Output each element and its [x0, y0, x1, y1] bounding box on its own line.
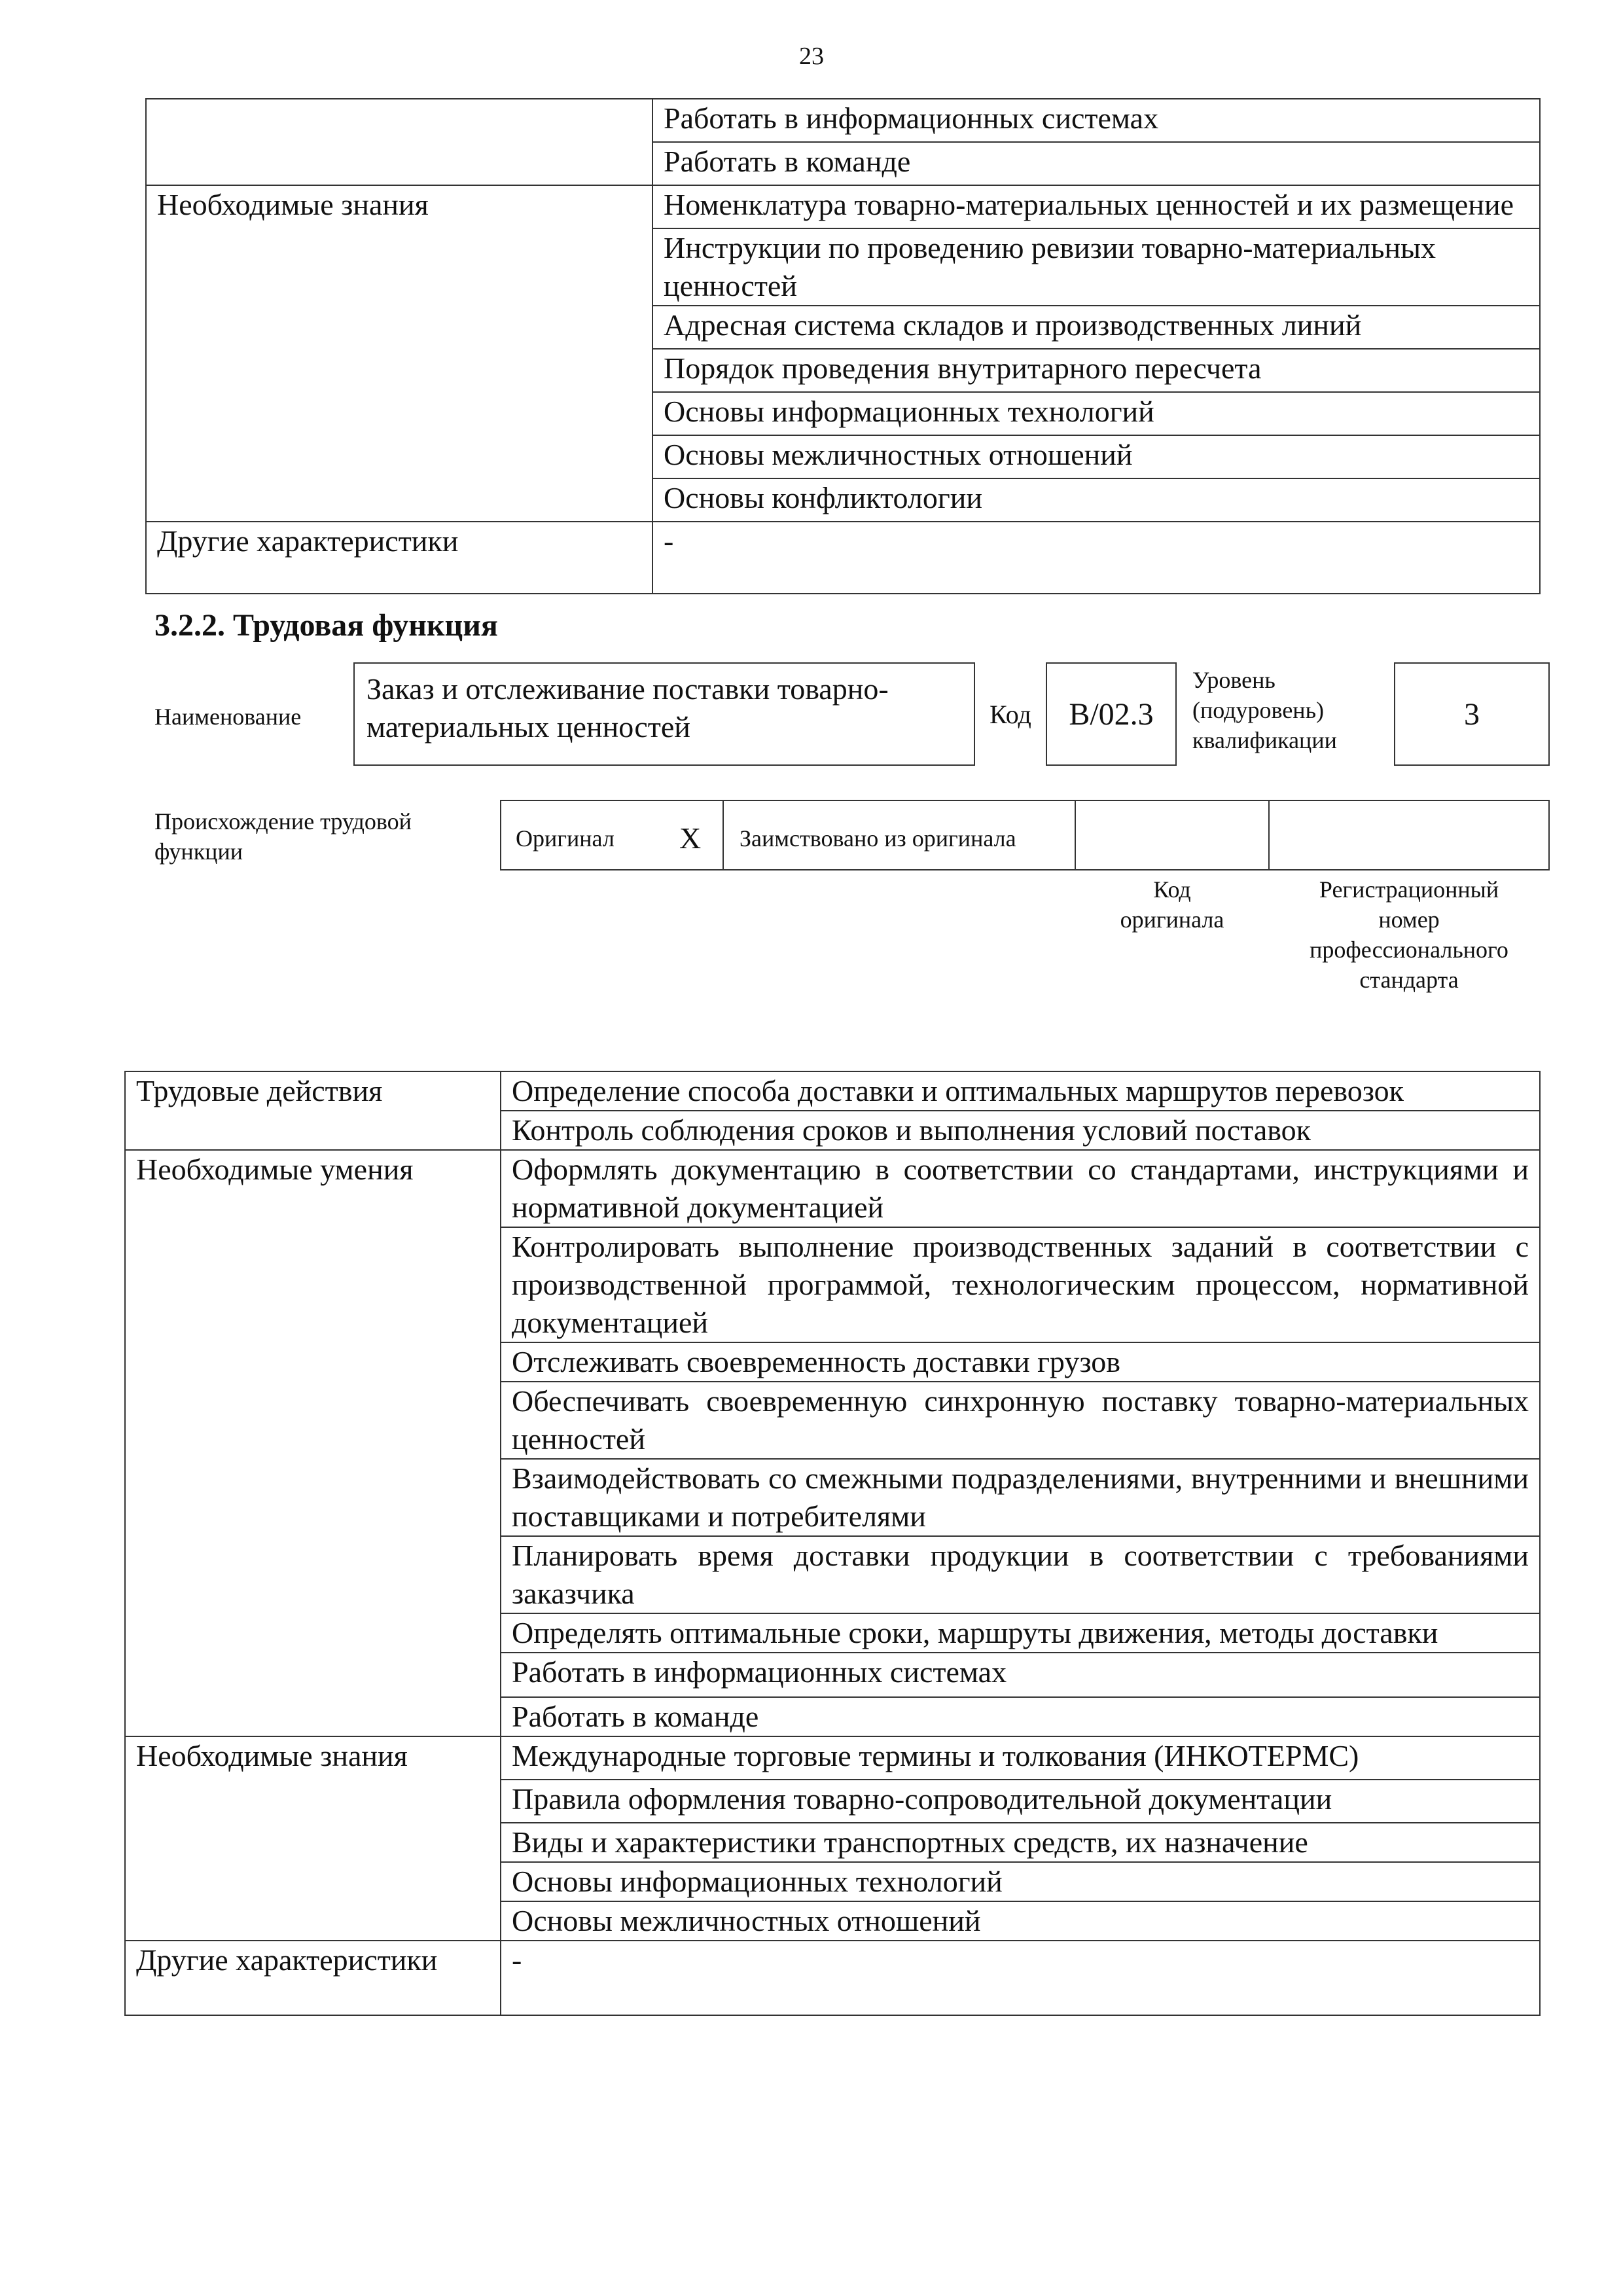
section-heading: 3.2.2. Трудовая функция	[154, 608, 498, 643]
knowledge-item: Основы межличностных отношений	[501, 1901, 1540, 1941]
skill-item: Обеспечивать своевременную синхронную поставку товарно-материальных ценностей	[501, 1382, 1540, 1459]
code-caption-line2: оригинала	[1120, 906, 1224, 933]
table-continued	[145, 98, 1541, 594]
action-item: Контроль соблюдения сроков и выполнения условий поставок	[501, 1111, 1540, 1150]
other-label: Другие характеристики	[125, 1941, 501, 2015]
knowledge-item: Основы конфликтологии	[652, 478, 1540, 522]
borrowed-cell	[722, 800, 1076, 870]
origin-label-line1: Происхождение трудовой	[154, 808, 412, 834]
level-value-box	[1394, 662, 1550, 766]
reg-caption-line1: Регистрационный	[1319, 876, 1499, 903]
knowledge-item: Номенклатура товарно-материальных ценностей и их размещение	[652, 185, 1540, 228]
original-cell	[500, 800, 724, 870]
level-label-line3: квалификации	[1192, 727, 1337, 753]
name-value-box	[353, 662, 975, 766]
original-mark: X	[679, 821, 702, 855]
knowledge-item: Основы информационных технологий	[501, 1862, 1540, 1901]
code-caption-line1: Код	[1153, 876, 1191, 903]
function-table	[124, 1071, 1541, 2016]
code-label: Код	[990, 700, 1031, 729]
skills-label: Необходимые умения	[125, 1150, 501, 1736]
borrowed-label: Заимствовано из оригинала	[740, 825, 1016, 852]
level-label-line1: Уровень	[1192, 667, 1275, 693]
knowledge-item: Порядок проведения внутритарного пересчета	[652, 349, 1540, 392]
knowledge-item: Правила оформления товарно-сопроводительной документации	[501, 1780, 1540, 1823]
other-label: Другие характеристики	[146, 522, 652, 594]
name-value-line2: материальных ценностей	[366, 710, 690, 744]
original-code-cell	[1075, 800, 1270, 870]
origin-label	[154, 806, 412, 867]
page-number: 23	[799, 43, 824, 70]
other-value: -	[652, 522, 1540, 594]
knowledge-item: Инструкции по проведению ревизии товарно-материальных ценностей	[652, 228, 1540, 306]
code-caption	[1075, 874, 1270, 935]
code-value: В/02.3	[1069, 696, 1154, 732]
knowledge-item: Виды и характеристики транспортных средств, их назначение	[501, 1823, 1540, 1862]
skill-item: Работать в команде	[652, 142, 1540, 185]
knowledge-item: Основы межличностных отношений	[652, 435, 1540, 478]
knowledge-item: Адресная система складов и производственных линий	[652, 306, 1540, 349]
knowledge-item: Международные торговые термины и толкования (ИНКОТЕРМС)	[501, 1736, 1540, 1780]
empty-label-cell	[146, 99, 652, 185]
skill-item: Отслеживать своевременность доставки грузов	[501, 1342, 1540, 1382]
skill-item: Контролировать выполнение производственных заданий в соответствии с производственной программой, технологическим процессом, нормативной документацией	[501, 1227, 1540, 1342]
knowledge-label: Необходимые знания	[125, 1736, 501, 1941]
name-value-line1: Заказ и отслеживание поставки товарно-	[366, 672, 889, 706]
other-value: -	[501, 1941, 1540, 2015]
code-value-box	[1046, 662, 1177, 766]
action-item: Определение способа доставки и оптимальных маршрутов перевозок	[501, 1071, 1540, 1111]
skill-item: Планировать время доставки продукции в соответствии с требованиями заказчика	[501, 1536, 1540, 1613]
origin-label-line2: функции	[154, 838, 243, 865]
original-label: Оригинал	[516, 825, 615, 852]
level-label	[1192, 665, 1337, 755]
level-value: 3	[1464, 696, 1480, 732]
reg-caption-line2: номер	[1378, 906, 1440, 933]
knowledge-label: Необходимые знания	[146, 185, 652, 522]
reg-caption-line3: профессионального	[1310, 937, 1508, 963]
actions-label: Трудовые действия	[125, 1071, 501, 1150]
skill-item: Работать в информационных системах	[652, 99, 1540, 142]
name-label: Наименование	[154, 704, 302, 730]
skill-item: Взаимодействовать со смежными подразделениями, внутренними и внешними поставщиками и потребителями	[501, 1459, 1540, 1536]
skill-item: Определять оптимальные сроки, маршруты движения, методы доставки	[501, 1613, 1540, 1653]
skill-item: Оформлять документацию в соответствии со стандартами, инструкциями и нормативной документацией	[501, 1150, 1540, 1227]
knowledge-item: Основы информационных технологий	[652, 392, 1540, 435]
level-label-line2: (подуровень)	[1192, 697, 1324, 723]
registration-number-cell	[1268, 800, 1550, 870]
registration-caption	[1268, 874, 1550, 995]
skill-item: Работать в команде	[501, 1697, 1540, 1736]
skill-item: Работать в информационных системах	[501, 1653, 1540, 1697]
reg-caption-line4: стандарта	[1359, 967, 1459, 993]
